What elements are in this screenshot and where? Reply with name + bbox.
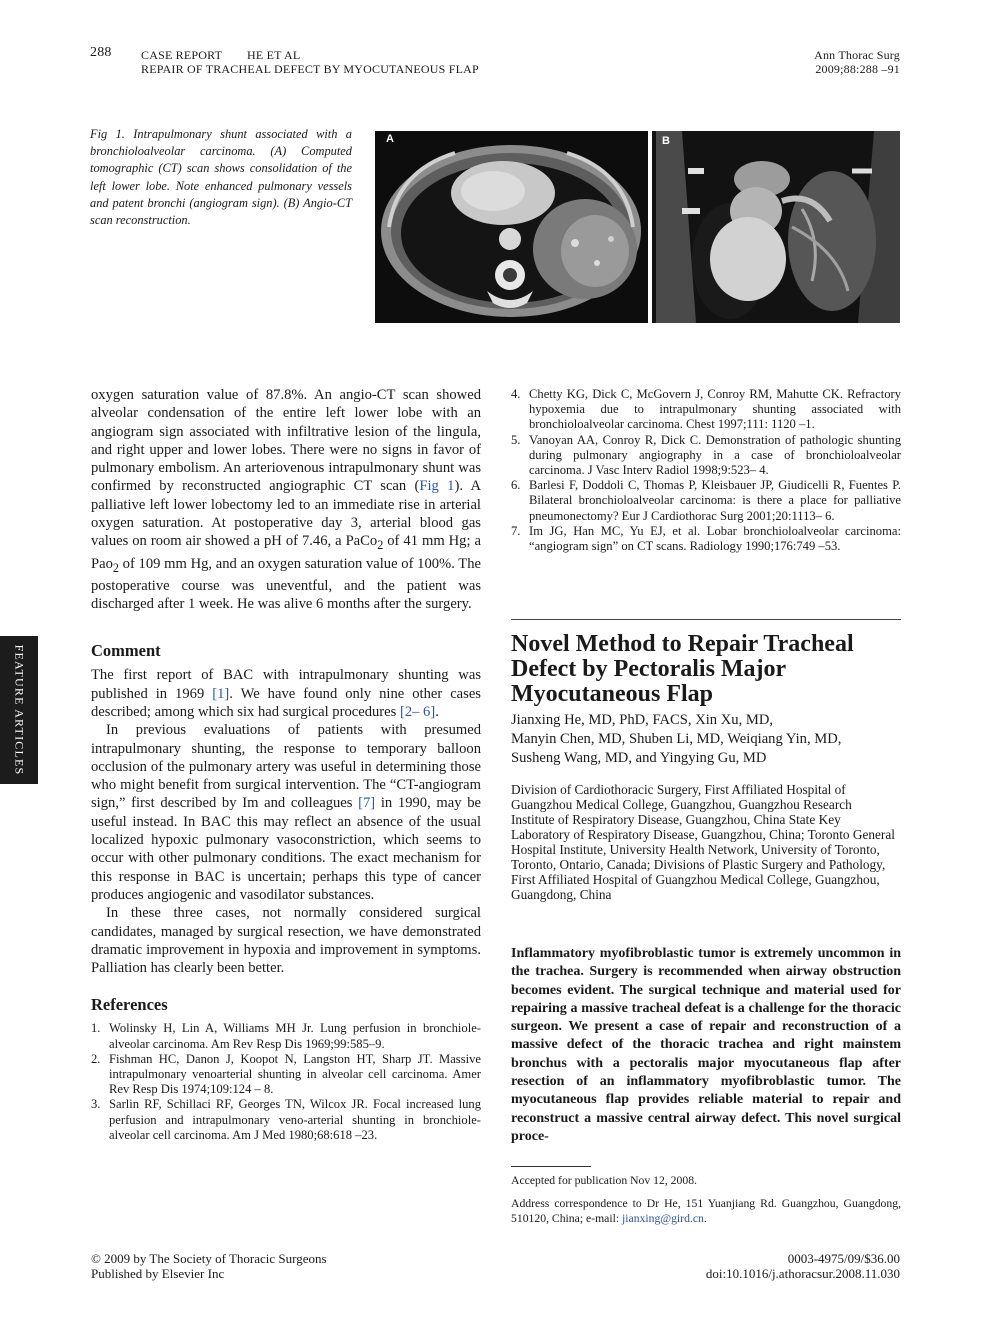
figure-panel-a <box>375 131 648 323</box>
figure-panel-b <box>652 131 900 323</box>
reference-item <box>511 433 901 479</box>
comment2-text-part2: in 1990, may be useful instead. In BAC this may reflect an absence of the usual localized hypoxic pulmonary vasoconstriction, which seems to occur with other pulmonary conditions. The exact mechanism for this response in BAC is uncertain; perhaps this type of cancer produces angiogenic and vasodilator substances. <box>91 795 481 903</box>
reference-number: 4. <box>511 387 521 401</box>
reference-number: 5. <box>511 432 521 447</box>
paco2-subscript: 2 <box>377 538 384 553</box>
article-divider <box>511 619 901 620</box>
ct-axial-scan-image <box>375 131 648 323</box>
right-column-references <box>511 387 901 554</box>
copyright-line: © 2009 by The Society of Thoracic Surgeons <box>91 1251 327 1266</box>
angio-ct-reconstruction-image <box>652 131 900 323</box>
reference-item <box>511 387 901 433</box>
reference-item <box>91 1052 481 1098</box>
footnote-rule <box>511 1166 591 1167</box>
authors-line-2: Manyin Chen, MD, Shuben Li, MD, Weiqiang Yin, MD, <box>511 730 842 747</box>
reference-text: Vanoyan AA, Conroy R, Dick C. Demonstration of pathologic shunting during pulmonary angiography in a case of bronchioloalveolar carcinoma. J Vasc Interv Radiol 1998;9:523– 4. <box>529 432 901 478</box>
reference-number: 3. <box>91 1097 101 1112</box>
reference-item <box>91 1097 481 1143</box>
reference-link-2-6[interactable]: [2– 6] <box>399 703 436 720</box>
correspondence-end: . <box>703 1212 707 1225</box>
journal-citation: 2009;88:288 –91 <box>815 62 900 76</box>
correspondence-address: Address correspondence to Dr He, 151 Yuanjiang Rd. Guangzhou, Guangdong, 510120, China; e-mail: <box>511 1197 901 1225</box>
reference-number: 2. <box>91 1051 101 1066</box>
side-tab-label: FEATURE ARTICLES <box>12 644 27 776</box>
comment1-text-part3: . <box>435 703 439 720</box>
reference-link-1[interactable]: [1] <box>212 685 230 702</box>
running-title: REPAIR OF TRACHEAL DEFECT BY MYOCUTANEOUS FLAP <box>141 62 479 76</box>
authors-line-3: Susheng Wang, MD, and Yingying Gu, MD <box>511 749 767 766</box>
article-affiliations: Division of Cardiothoracic Surgery, First Affiliated Hospital of Guangzhou Medical College, Guangzhou, Guangzhou Research Institute of Respiratory Disease, Guangzhou, China State Key Laboratory of Respiratory Disease, Guangzhou, China; Toronto General Hospital Institute, University Health Network, University of Toronto, Toronto, Ontario, Canada; Divisions of Plastic Surgery and Pathology, First Affiliated Hospital of Guangzhou Medical College, Guangzhou, Guangdong, China <box>511 782 895 902</box>
article-authors <box>511 711 906 767</box>
references-heading: References <box>91 995 168 1015</box>
accepted-note: Accepted for publication Nov 12, 2008. <box>511 1174 697 1187</box>
comment1-text-part2: . We have found only nine other cases described; among which six had surgical procedures <box>91 685 481 720</box>
article-abstract: Inflammatory myofibroblastic tumor is extremely uncommon in the trachea. Surgery is recommended when airway obstruction becomes evident. The surgical technique and material used for repairing a massive tracheal defeat is a challenge for the thoracic surgeon. We present a case of repair and reconstruction of a massive defect of the thoracic trachea and right mainstem bronchus with a pectoralis major myocutaneous flap after resection of an inflammatory myofibroblastic tumor. The myocutaneous flap provides reliable material to repair and reconstruct a massive central airway defect. This novel surgical proce- <box>511 946 901 1144</box>
panel-b-label: B <box>662 135 670 147</box>
section-side-tab <box>0 636 38 784</box>
case-text-part3: of 41 mm Hg; a Pao <box>91 533 481 572</box>
comment-paragraph-3: In these three cases, not normally considered surgical candidates, managed by surgical resection, we have demonstrated dramatic improvement in hypoxia and improvement in symptoms. Palliation has clearly been better. <box>91 905 481 977</box>
publisher-line: Published by Elsevier Inc <box>91 1266 225 1281</box>
case-paragraph <box>91 386 481 613</box>
comment1-text-part1: The first report of BAC with intrapulmonary shunting was published in 1969 <box>91 667 481 702</box>
running-authors: HE ET AL <box>247 48 301 62</box>
figure-caption: Fig 1. Intrapulmonary shunt associated with a bronchioloalveolar carcinoma. (A) Computed tomographic (CT) scan shows consolidation of the left lower lobe. Note enhanced pulmonary vessels and patent bronchi (angiogram sign). (B) Angio-CT scan reconstruction. <box>90 127 352 228</box>
correspondence-note <box>511 1196 901 1226</box>
reference-item <box>91 1021 481 1051</box>
reference-text: Wolinsky H, Lin A, Williams MH Jr. Lung perfusion in bronchiole-alveolar carcinoma. Am Rev Resp Dis 1969;99:585–9. <box>109 1021 481 1051</box>
comment-paragraph-1 <box>91 666 481 721</box>
comment2-text-part1: In previous evaluations of patients with presumed intrapulmonary shunting, the response to temporary balloon occlusion of the pulmonary artery was useful in determining those who might benefit from surgical intervention. The “CT-angiogram sign,” first described by Im and colleagues <box>91 722 481 812</box>
case-text-part4: of 109 mm Hg, and an oxygen saturation value of 100%. The postoperative course was uneventful, and the patient was discharged after 1 week. He was alive 6 months after the surgery. <box>91 555 481 613</box>
issn-line: 0003-4975/09/$36.00 <box>787 1251 900 1266</box>
section-label: CASE REPORT <box>141 48 223 62</box>
reference-list-part2 <box>511 387 901 554</box>
reference-text: Barlesi F, Doddoli C, Thomas P, Kleisbauer JP, Giudicelli R, Fuentes P. Bilateral bronchioloalveolar carcinoma: is there a place for palliative pneumonectomy? Eur J Cardiothorac Surg 2001;20:1113– 6. <box>529 478 901 523</box>
doi-line: doi:10.1016/j.athoracsur.2008.11.030 <box>705 1266 900 1281</box>
case-text-part1: oxygen saturation value of 87.8%. An angio-CT scan showed alveolar condensation of the entire left lower lobe with an angiogram sign associated with infiltrative lesion of the lingula, and right upper and lower lobes. There were no signs in favor of pulmonary embolism. An arteriovenous intrapulmonary shunt was confirmed by reconstructed angiographic CT scan ( <box>91 387 481 495</box>
email-link[interactable]: jianxing@gird.cn <box>622 1212 704 1225</box>
reference-list-part1 <box>91 1021 481 1143</box>
figure-link[interactable]: Fig 1 <box>419 478 455 495</box>
panel-a-label: A <box>386 133 394 145</box>
reference-number: 1. <box>91 1021 101 1036</box>
case-text-part2: ). A palliative left lower lobectomy led to an immediate rise in arterial oxygen saturation. At postoperative day 3, arterial blood gas values on room air showed a pH of 7.46, a PaCo <box>91 478 482 550</box>
article-title: Novel Method to Repair Tracheal Defect by Pectoralis Major Myocutaneous Flap <box>511 631 854 707</box>
reference-text: Sarlin RF, Schillaci RF, Georges TN, Wilcox JR. Focal increased lung perfusion and intrapulmonary veno-arterial shunting in bronchiole-alveolar cell carcinoma. Am J Med 1980;68:618 –23. <box>109 1097 481 1142</box>
reference-number: 6. <box>511 478 521 493</box>
reference-link-7[interactable]: [7] <box>358 795 376 812</box>
journal-name: Ann Thorac Surg <box>814 48 900 62</box>
reference-item <box>511 478 901 524</box>
reference-text: Fishman HC, Danon J, Koopot N, Langston HT, Sharp JT. Massive intrapulmonary venoarterial shunting in alveolar cell carcinoma. Amer Rev Resp Dis 1974;109:124 – 8. <box>109 1051 481 1097</box>
reference-text: Chetty KG, Dick C, McGovern J, Conroy RM, Mahutte CK. Refractory hypoxemia due to intrapulmonary shunting associated with bronchioloalveolar carcinoma. Chest 1997;111: 1120 –1. <box>529 387 901 432</box>
left-column <box>91 386 481 1143</box>
comment-paragraph-2 <box>91 721 481 904</box>
comment-heading: Comment <box>91 641 161 661</box>
reference-item <box>511 524 901 554</box>
reference-number: 7. <box>511 523 521 538</box>
pao2-subscript: 2 <box>112 560 119 575</box>
reference-text: Im JG, Han MC, Yu EJ, et al. Lobar bronchioloalveolar carcinoma: “angiogram sign” on CT scans. Radiology 1990;176:749 –53. <box>529 523 901 554</box>
page-number: 288 <box>90 45 112 60</box>
authors-line-1: Jianxing He, MD, PhD, FACS, Xin Xu, MD, <box>511 712 774 728</box>
